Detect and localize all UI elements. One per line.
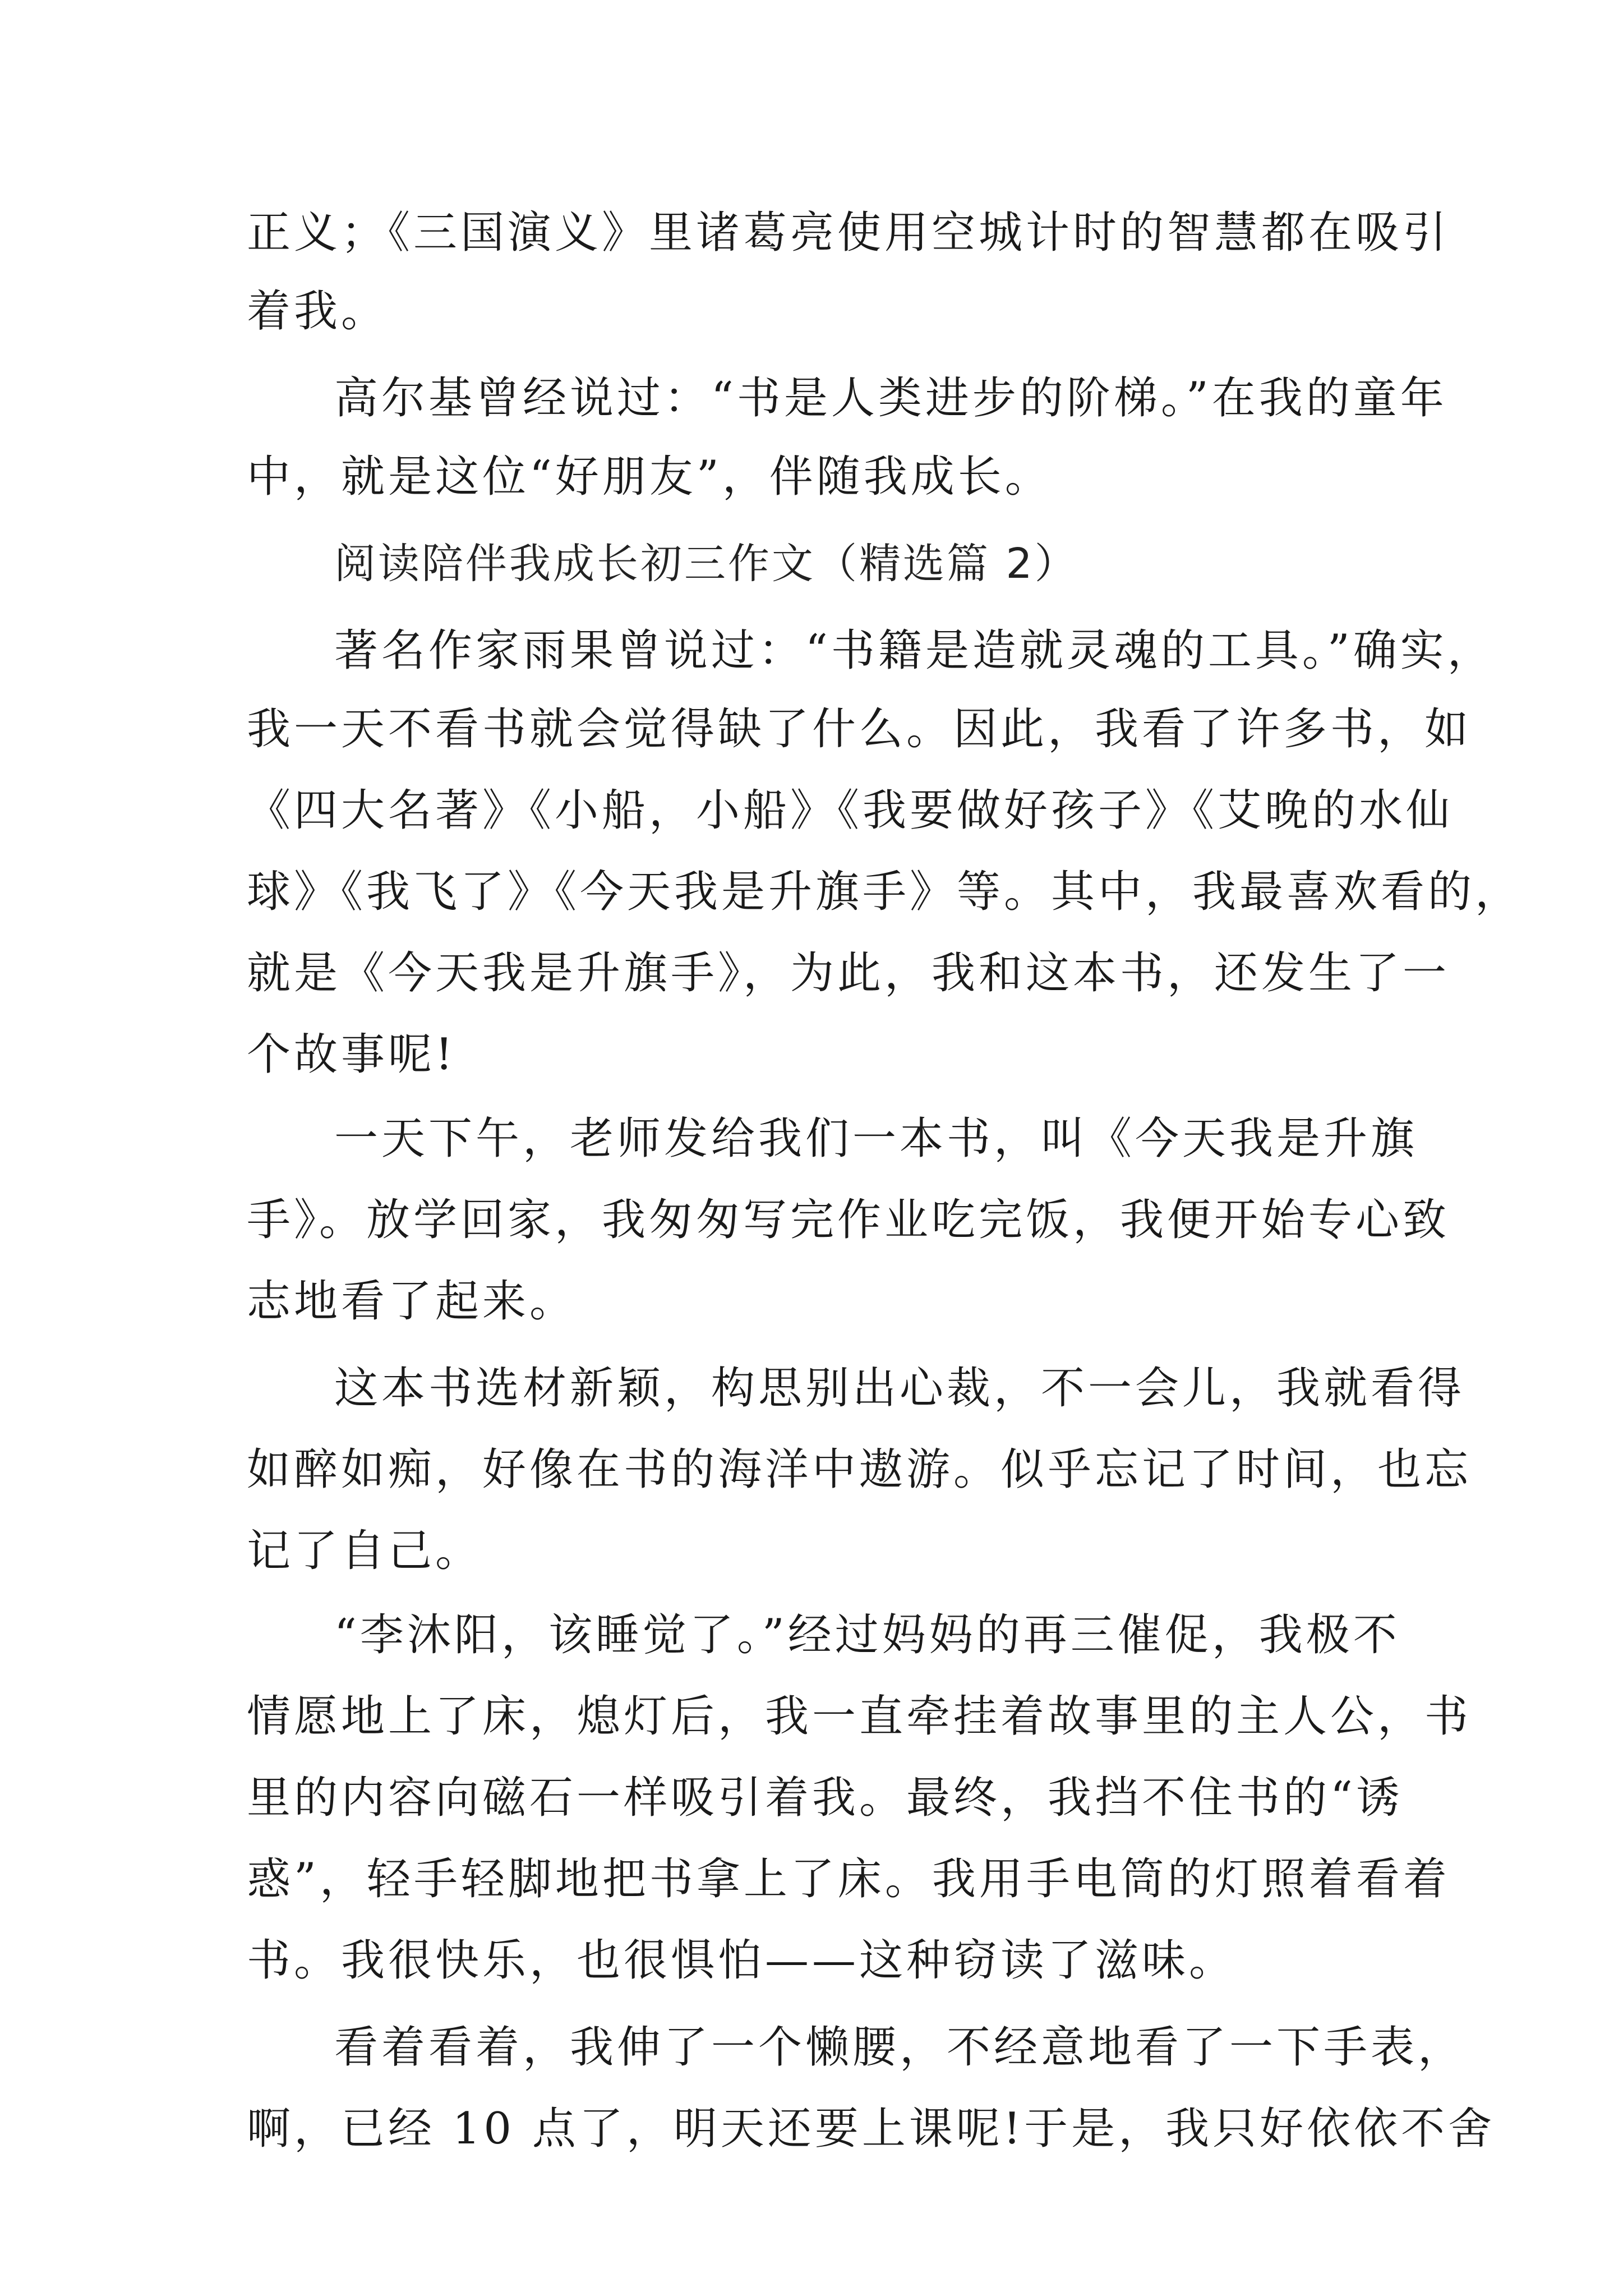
text-line: 就是《今天我是升旗手》，为此，我和这本书，还发生了一 [247,948,1450,999]
text-line: 里的内容向磁石一样吸引着我。最终，我挡不住书的“诱 [247,1773,1403,1823]
text-line: 我一天不看书就会觉得缺了什么。因此，我看了许多书，如 [247,704,1472,754]
text-line: 记了自己。 [247,1526,483,1576]
text-line: 惑”，轻手轻脚地把书拿上了床。我用手电筒的灯照着看着 [247,1854,1450,1904]
text-line: 球》《我飞了》《今天我是升旗手》等。其中，我最喜欢看的， [247,867,1523,917]
text-line: 如醉如痴，好像在书的海洋中遨游。似乎忘记了时间，也忘 [247,1444,1472,1495]
text-line: 一天下午，老师发给我们一本书，叫《今天我是升旗 [334,1114,1418,1164]
text-line: 情愿地上了床，熄灯后，我一直牵挂着故事里的主人公，书 [247,1691,1472,1742]
text-line: 看着看着，我伸了一个懒腰，不经意地看了一下手表， [334,2022,1465,2073]
text-line: 书。我很快乐，也很惧怕——这种窃读了滋味。 [247,1935,1237,1986]
text-line: 正义；《三国演义》里诸葛亮使用空城计时的智慧都在吸引 [247,208,1450,258]
text-line: 啊，已经 10 点了，明天还要上课呢!于是，我只好依依不舍 [247,2104,1496,2154]
text-line: 中，就是这位“好朋友”，伴随我成长。 [247,452,1052,502]
text-line: 著名作家雨果曾说过：“书籍是造就灵魂的工具。”确实， [334,625,1495,676]
text-line: 个故事呢! [247,1029,457,1080]
text-line: 高尔基曾经说过：“书是人类进步的阶梯。”在我的童年 [334,373,1447,424]
section-heading: 阅读陪伴我成长初三作文（精选篇 2） [334,540,1078,588]
text-line: 着我。 [247,286,389,337]
text-line: “李沐阳，该睡觉了。”经过妈妈的再三催促，我极不 [334,1610,1400,1660]
text-line: 《四大名著》《小船，小船》《我要做好孩子》《艾晚的水仙 [247,785,1454,836]
text-line: 这本书选材新颖，构思别出心裁，不一会儿，我就看得 [334,1363,1465,1414]
text-line: 志地看了起来。 [247,1276,577,1327]
text-line: 手》。放学回家，我匆匆写完作业吃完饭，我便开始专心致 [247,1195,1450,1245]
